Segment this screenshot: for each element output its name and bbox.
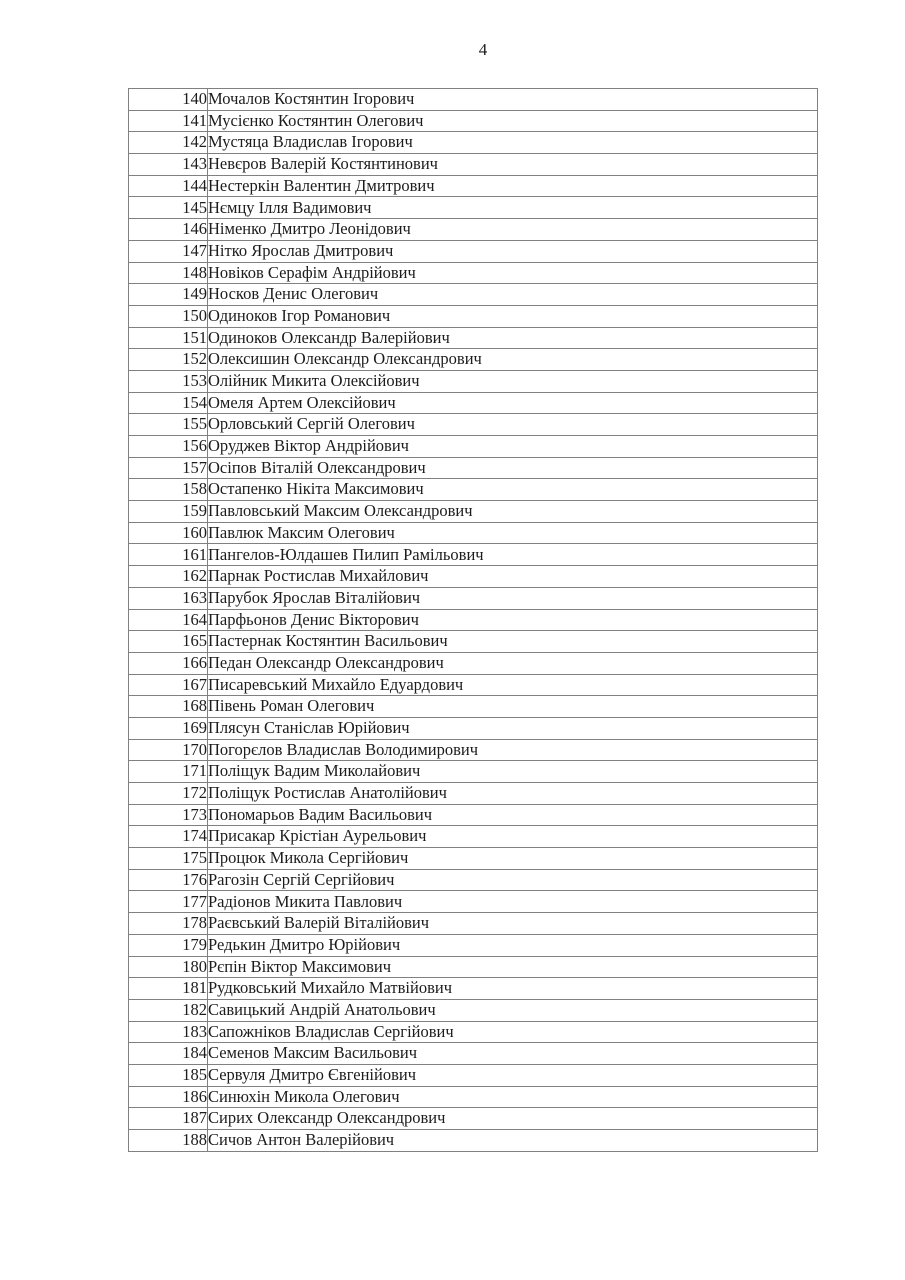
row-name: Сервуля Дмитро Євгенійович bbox=[208, 1064, 818, 1086]
row-number: 158 bbox=[129, 479, 208, 501]
table-row bbox=[129, 587, 818, 609]
table-row bbox=[129, 674, 818, 696]
table-row bbox=[129, 479, 818, 501]
page-number: 4 bbox=[478, 40, 488, 59]
table-row bbox=[129, 1021, 818, 1043]
table-row bbox=[129, 1064, 818, 1086]
row-name: Поліщук Вадим Миколайович bbox=[208, 761, 818, 783]
table-row bbox=[129, 132, 818, 154]
row-number: 166 bbox=[129, 652, 208, 674]
row-number: 178 bbox=[129, 913, 208, 935]
row-number: 141 bbox=[129, 110, 208, 132]
table-row bbox=[129, 197, 818, 219]
row-number: 168 bbox=[129, 696, 208, 718]
table-row bbox=[129, 913, 818, 935]
row-number: 157 bbox=[129, 457, 208, 479]
table-row bbox=[129, 609, 818, 631]
row-number: 186 bbox=[129, 1086, 208, 1108]
row-number: 179 bbox=[129, 934, 208, 956]
table-row bbox=[129, 999, 818, 1021]
row-name: Савицький Андрій Анатольович bbox=[208, 999, 818, 1021]
table-row bbox=[129, 436, 818, 458]
row-name: Поліщук Ростислав Анатолійович bbox=[208, 783, 818, 805]
table-row bbox=[129, 349, 818, 371]
roster-table-body bbox=[129, 89, 818, 1152]
table-row bbox=[129, 501, 818, 523]
row-number: 167 bbox=[129, 674, 208, 696]
row-number: 173 bbox=[129, 804, 208, 826]
row-name: Радіонов Микита Павлович bbox=[208, 891, 818, 913]
row-number: 145 bbox=[129, 197, 208, 219]
row-name: Нітко Ярослав Дмитрович bbox=[208, 240, 818, 262]
row-name: Мусієнко Костянтин Олегович bbox=[208, 110, 818, 132]
table-row bbox=[129, 1043, 818, 1065]
row-name: Семенов Максим Васильович bbox=[208, 1043, 818, 1065]
row-name: Орловський Сергій Олегович bbox=[208, 414, 818, 436]
row-name: Пономарьов Вадим Васильович bbox=[208, 804, 818, 826]
table-row bbox=[129, 566, 818, 588]
row-number: 156 bbox=[129, 436, 208, 458]
row-name: Сичов Антон Валерійович bbox=[208, 1130, 818, 1152]
row-name: Плясун Станіслав Юрійович bbox=[208, 717, 818, 739]
row-name: Одиноков Олександр Валерійович bbox=[208, 327, 818, 349]
table-row bbox=[129, 175, 818, 197]
table-row bbox=[129, 631, 818, 653]
row-number: 150 bbox=[129, 305, 208, 327]
row-name: Погорєлов Владислав Володимирович bbox=[208, 739, 818, 761]
row-number: 176 bbox=[129, 869, 208, 891]
row-name: Німенко Дмитро Леонідович bbox=[208, 219, 818, 241]
row-number: 162 bbox=[129, 566, 208, 588]
row-name: Рєпін Віктор Максимович bbox=[208, 956, 818, 978]
row-name: Редькин Дмитро Юрійович bbox=[208, 934, 818, 956]
row-number: 177 bbox=[129, 891, 208, 913]
table-row bbox=[129, 370, 818, 392]
table-row bbox=[129, 89, 818, 111]
row-number: 149 bbox=[129, 284, 208, 306]
row-number: 142 bbox=[129, 132, 208, 154]
row-name: Осіпов Віталій Олександрович bbox=[208, 457, 818, 479]
row-name: Синюхін Микола Олегович bbox=[208, 1086, 818, 1108]
row-name: Нємцу Ілля Вадимович bbox=[208, 197, 818, 219]
table-row bbox=[129, 305, 818, 327]
row-name: Сапожніков Владислав Сергійович bbox=[208, 1021, 818, 1043]
row-number: 161 bbox=[129, 544, 208, 566]
table-row bbox=[129, 848, 818, 870]
table-row bbox=[129, 978, 818, 1000]
table-row bbox=[129, 934, 818, 956]
row-number: 154 bbox=[129, 392, 208, 414]
row-name: Мочалов Костянтин Ігорович bbox=[208, 89, 818, 111]
row-name: Нестеркін Валентин Дмитрович bbox=[208, 175, 818, 197]
row-number: 140 bbox=[129, 89, 208, 111]
row-number: 160 bbox=[129, 522, 208, 544]
row-name: Сирих Олександр Олександрович bbox=[208, 1108, 818, 1130]
row-number: 174 bbox=[129, 826, 208, 848]
row-name: Павлюк Максим Олегович bbox=[208, 522, 818, 544]
row-name: Педан Олександр Олександрович bbox=[208, 652, 818, 674]
table-row bbox=[129, 652, 818, 674]
row-number: 165 bbox=[129, 631, 208, 653]
row-number: 163 bbox=[129, 587, 208, 609]
row-name: Парубок Ярослав Віталійович bbox=[208, 587, 818, 609]
row-number: 153 bbox=[129, 370, 208, 392]
row-name: Раєвський Валерій Віталійович bbox=[208, 913, 818, 935]
row-name: Олексишин Олександр Олександрович bbox=[208, 349, 818, 371]
table-row bbox=[129, 717, 818, 739]
table-row bbox=[129, 240, 818, 262]
row-name: Писаревський Михайло Едуардович bbox=[208, 674, 818, 696]
row-name: Присакар Крістіан Аурельович bbox=[208, 826, 818, 848]
row-number: 152 bbox=[129, 349, 208, 371]
row-number: 172 bbox=[129, 783, 208, 805]
row-number: 148 bbox=[129, 262, 208, 284]
table-row bbox=[129, 783, 818, 805]
roster-table bbox=[128, 88, 818, 1152]
table-row bbox=[129, 262, 818, 284]
row-number: 155 bbox=[129, 414, 208, 436]
row-name: Мустяца Владислав Ігорович bbox=[208, 132, 818, 154]
row-number: 147 bbox=[129, 240, 208, 262]
row-name: Пастернак Костянтин Васильович bbox=[208, 631, 818, 653]
table-row bbox=[129, 284, 818, 306]
row-number: 164 bbox=[129, 609, 208, 631]
row-number: 181 bbox=[129, 978, 208, 1000]
table-row bbox=[129, 956, 818, 978]
table-row bbox=[129, 1086, 818, 1108]
row-name: Рагозін Сергій Сергійович bbox=[208, 869, 818, 891]
row-name: Носков Денис Олегович bbox=[208, 284, 818, 306]
row-name: Остапенко Нікіта Максимович bbox=[208, 479, 818, 501]
table-row bbox=[129, 826, 818, 848]
row-name: Півень Роман Олегович bbox=[208, 696, 818, 718]
row-number: 159 bbox=[129, 501, 208, 523]
table-row bbox=[129, 1108, 818, 1130]
row-name: Оруджев Віктор Андрійович bbox=[208, 436, 818, 458]
table-row bbox=[129, 219, 818, 241]
table-row bbox=[129, 891, 818, 913]
table-row bbox=[129, 327, 818, 349]
row-number: 187 bbox=[129, 1108, 208, 1130]
table-row bbox=[129, 392, 818, 414]
row-name: Рудковський Михайло Матвійович bbox=[208, 978, 818, 1000]
table-row bbox=[129, 804, 818, 826]
row-number: 185 bbox=[129, 1064, 208, 1086]
table-row bbox=[129, 739, 818, 761]
table-row bbox=[129, 457, 818, 479]
row-number: 171 bbox=[129, 761, 208, 783]
row-name: Павловський Максим Олександрович bbox=[208, 501, 818, 523]
row-name: Процюк Микола Сергійович bbox=[208, 848, 818, 870]
row-name: Парфьонов Денис Вікторович bbox=[208, 609, 818, 631]
table-row bbox=[129, 544, 818, 566]
row-number: 182 bbox=[129, 999, 208, 1021]
row-number: 144 bbox=[129, 175, 208, 197]
table-row bbox=[129, 414, 818, 436]
row-name: Новіков Серафім Андрійович bbox=[208, 262, 818, 284]
row-number: 188 bbox=[129, 1130, 208, 1152]
table-row bbox=[129, 110, 818, 132]
table-row bbox=[129, 696, 818, 718]
row-name: Олійник Микита Олексійович bbox=[208, 370, 818, 392]
row-name: Омеля Артем Олексійович bbox=[208, 392, 818, 414]
table-row bbox=[129, 154, 818, 176]
row-number: 183 bbox=[129, 1021, 208, 1043]
row-number: 170 bbox=[129, 739, 208, 761]
table-row bbox=[129, 1130, 818, 1152]
table-row bbox=[129, 522, 818, 544]
row-number: 175 bbox=[129, 848, 208, 870]
row-name: Одиноков Ігор Романович bbox=[208, 305, 818, 327]
row-number: 143 bbox=[129, 154, 208, 176]
row-name: Невєров Валерій Костянтинович bbox=[208, 154, 818, 176]
row-number: 180 bbox=[129, 956, 208, 978]
row-name: Парнак Ростислав Михайлович bbox=[208, 566, 818, 588]
table-row bbox=[129, 869, 818, 891]
row-number: 184 bbox=[129, 1043, 208, 1065]
row-name: Пангелов-Юлдашев Пилип Рамільович bbox=[208, 544, 818, 566]
row-number: 169 bbox=[129, 717, 208, 739]
row-number: 151 bbox=[129, 327, 208, 349]
table-row bbox=[129, 761, 818, 783]
row-number: 146 bbox=[129, 219, 208, 241]
